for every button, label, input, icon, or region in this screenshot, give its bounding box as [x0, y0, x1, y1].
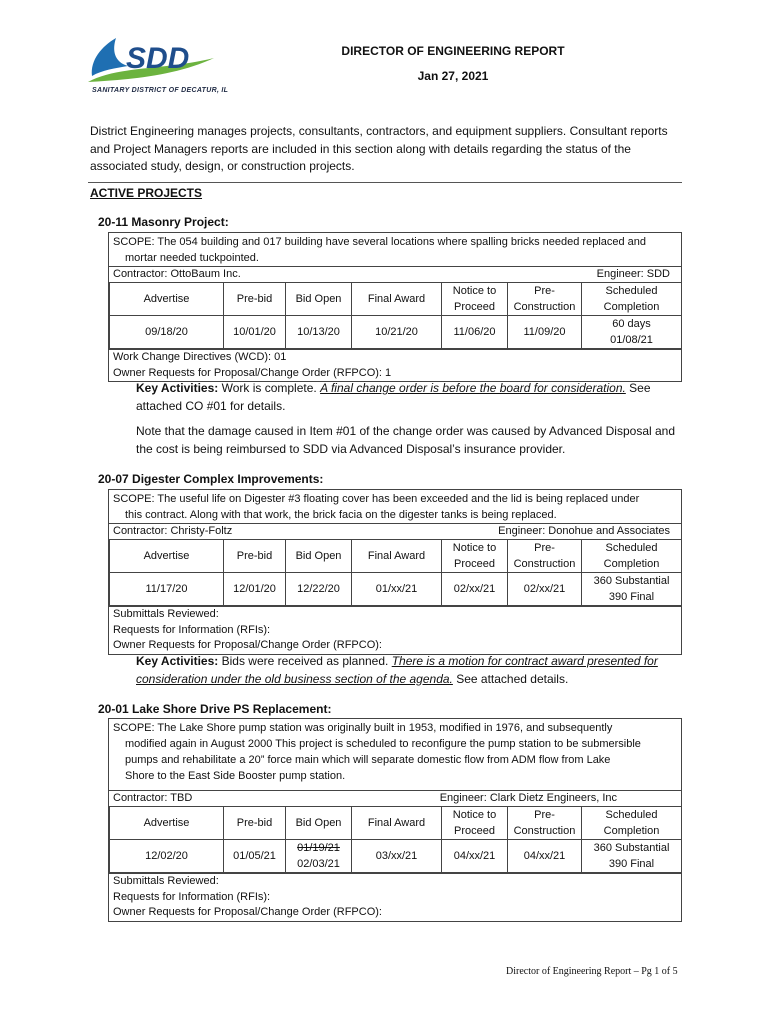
- key-activities: [136, 653, 682, 688]
- cell-bid-open: [286, 840, 352, 873]
- scope-line: SCOPE: The useful life on Digester #3 floating cover has been exceeded and the lid is being replaced under: [113, 493, 640, 505]
- completion-line: 390 Final: [608, 858, 655, 870]
- header-advertise: Advertise: [110, 540, 224, 573]
- schedule-row: [110, 573, 682, 606]
- schedule-header-row: [110, 540, 682, 573]
- project-box: [108, 718, 682, 922]
- cell-prebid: 12/01/20: [224, 573, 286, 606]
- engineer: Engineer: Clark Dietz Engineers, Inc: [439, 792, 617, 804]
- header-bid-open: Bid Open: [286, 807, 352, 840]
- header-advertise: Advertise: [110, 283, 224, 316]
- contractor: Contractor: OttoBaum Inc.: [113, 268, 241, 280]
- schedule-row: [110, 316, 682, 349]
- project-box: [108, 232, 682, 382]
- schedule-header-row: [110, 807, 682, 840]
- schedule-table: [109, 282, 682, 349]
- contractor-line: [109, 523, 681, 539]
- project-footer: [109, 873, 681, 921]
- schedule-table: [109, 806, 682, 873]
- completion-line: 01/08/21: [610, 334, 653, 346]
- report-title: DIRECTOR OF ENGINEERING REPORT: [341, 44, 565, 58]
- project-title: 20-11 Masonry Project:: [98, 215, 229, 229]
- schedule-header-row: [110, 283, 682, 316]
- header-bid-open: Bid Open: [286, 540, 352, 573]
- key-text: Bids were received as planned.: [218, 654, 392, 668]
- footer-line: Work Change Directives (WCD): 01: [113, 351, 287, 363]
- cell-notice-to-proceed: 04/xx/21: [442, 840, 508, 873]
- cell-bid-open: 12/22/20: [286, 573, 352, 606]
- cell-advertise: 09/18/20: [110, 316, 224, 349]
- cell-prebid: 01/05/21: [224, 840, 286, 873]
- bid-open-new: 02/03/21: [297, 858, 340, 870]
- footer-line: Owner Requests for Proposal/Change Order (RFPCO):: [113, 639, 382, 651]
- completion-line: 390 Final: [608, 591, 655, 603]
- cell-scheduled-completion: [582, 840, 682, 873]
- completion-line: 360 Substantial: [593, 842, 670, 854]
- header-final-award: Final Award: [352, 283, 442, 316]
- footer-line: Owner Requests for Proposal/Change Order (RFPCO):: [113, 906, 382, 918]
- report-date: Jan 27, 2021: [417, 69, 489, 83]
- cell-bid-open: 10/13/20: [286, 316, 352, 349]
- header-pre-construction: Pre-Construction: [508, 283, 582, 316]
- contractor: Contractor: Christy-Foltz: [113, 525, 233, 537]
- engineer: Engineer: SDD: [596, 268, 670, 280]
- completion-line: 60 days: [612, 318, 651, 330]
- scope-line: mortar needed tuckpointed.: [125, 252, 259, 264]
- header-bid-open: Bid Open: [286, 283, 352, 316]
- scope-line: SCOPE: The Lake Shore pump station was originally built in 1953, modified in 1976, and subsequently: [113, 722, 613, 734]
- contractor-line: [109, 790, 681, 806]
- contractor: Contractor: TBD: [113, 792, 193, 804]
- logo-subtitle: SANITARY DISTRICT OF DECATUR, IL: [92, 87, 229, 94]
- svg-text:EST. 1917: EST. 1917: [172, 74, 200, 80]
- footer-line: Owner Requests for Proposal/Change Order (RFPCO): 1: [113, 366, 392, 379]
- header-pre-construction: Pre-Construction: [508, 540, 582, 573]
- engineer: Engineer: Donohue and Associates: [498, 525, 670, 537]
- header-scheduled-completion: Scheduled Completion: [582, 807, 682, 840]
- svg-text:SDD: SDD: [126, 42, 190, 75]
- project-title: 20-07 Digester Complex Improvements:: [98, 472, 324, 486]
- header-final-award: Final Award: [352, 540, 442, 573]
- key-text: See attached CO #01 for details.: [136, 381, 651, 413]
- cell-scheduled-completion: [582, 573, 682, 606]
- scope-line: pumps and rehabilitate a 20” force main which will separate domestic flow from ADM flow from Lake: [125, 754, 611, 766]
- key-highlight: There is a motion for contract award presented for consideration under the old business section of the agenda.: [136, 654, 658, 686]
- project-footer: [109, 606, 681, 654]
- project-scope: [109, 233, 681, 266]
- header-advertise: Advertise: [110, 807, 224, 840]
- footer-line: Requests for Information (RFIs):: [113, 890, 271, 903]
- project-note: Note that the damage caused in Item #01 of the change order was caused by Advanced Disposal and the cost is being reimbursed to SDD via Advanced Disposal’s insurance provider.: [136, 424, 676, 456]
- key-highlight: A final change order is before the board for consideration.: [320, 381, 626, 395]
- header-prebid: Pre-bid: [224, 540, 286, 573]
- scope-line: SCOPE: The 054 building and 017 building have several locations where spalling bricks needed replaced and: [113, 236, 647, 248]
- key-activities-label: Key Activities:: [136, 381, 219, 395]
- header-final-award: Final Award: [352, 807, 442, 840]
- project-footer: [109, 349, 681, 381]
- project-box: [108, 489, 682, 655]
- completion-line: 360 Substantial: [593, 575, 670, 587]
- header-scheduled-completion: Scheduled Completion: [582, 283, 682, 316]
- intro-paragraph: District Engineering manages projects, consultants, contractors, and equipment suppliers. Consultant reports and Project Managers reports are included in this section along with details regarding the status of the associated study, design, or construction projects.: [90, 124, 668, 173]
- section-heading: ACTIVE PROJECTS: [90, 186, 203, 200]
- key-activities-label: Key Activities:: [136, 654, 219, 668]
- header-notice-to-proceed: Notice to Proceed: [442, 807, 508, 840]
- section-divider: [88, 182, 682, 183]
- footer-line: Requests for Information (RFIs):: [113, 623, 271, 636]
- key-text: Work is complete.: [218, 381, 321, 395]
- cell-final-award: 10/21/20: [352, 316, 442, 349]
- cell-pre-construction: 04/xx/21: [508, 840, 582, 873]
- header-prebid: Pre-bid: [224, 283, 286, 316]
- header-scheduled-completion: Scheduled Completion: [582, 540, 682, 573]
- header-prebid: Pre-bid: [224, 807, 286, 840]
- page-footer: Director of Engineering Report – Pg 1 of 5: [506, 966, 678, 977]
- cell-pre-construction: 02/xx/21: [508, 573, 582, 606]
- cell-notice-to-proceed: 02/xx/21: [442, 573, 508, 606]
- cell-advertise: 12/02/20: [110, 840, 224, 873]
- cell-notice-to-proceed: 11/06/20: [442, 316, 508, 349]
- project-title: 20-01 Lake Shore Drive PS Replacement:: [98, 702, 332, 716]
- footer-line: Submittals Reviewed:: [113, 608, 219, 620]
- scope-line: modified again in August 2000 This project is scheduled to reconfigure the pump station to be submersible: [125, 738, 641, 750]
- schedule-table: [109, 539, 682, 606]
- scope-line: this contract. Along with that work, the brick facia on the digester tanks is being replaced.: [125, 509, 557, 521]
- schedule-row: [110, 840, 682, 873]
- contractor-line: [109, 266, 681, 282]
- cell-pre-construction: 11/09/20: [508, 316, 582, 349]
- cell-scheduled-completion: [582, 316, 682, 349]
- project-scope: [109, 719, 681, 784]
- cell-advertise: 11/17/20: [110, 573, 224, 606]
- footer-line: Submittals Reviewed:: [113, 875, 219, 887]
- key-text: See attached details.: [452, 671, 569, 686]
- cell-final-award: 01/xx/21: [352, 573, 442, 606]
- cell-final-award: 03/xx/21: [352, 840, 442, 873]
- header-notice-to-proceed: Notice to Proceed: [442, 540, 508, 573]
- key-activities: [136, 380, 682, 415]
- header-pre-construction: Pre-Construction: [508, 807, 582, 840]
- cell-prebid: 10/01/20: [224, 316, 286, 349]
- project-scope: [109, 490, 681, 523]
- scope-line: Shore to the East Side Booster pump station.: [125, 770, 346, 782]
- bid-open-struck: 01/19/21: [297, 842, 340, 854]
- header-notice-to-proceed: Notice to Proceed: [442, 283, 508, 316]
